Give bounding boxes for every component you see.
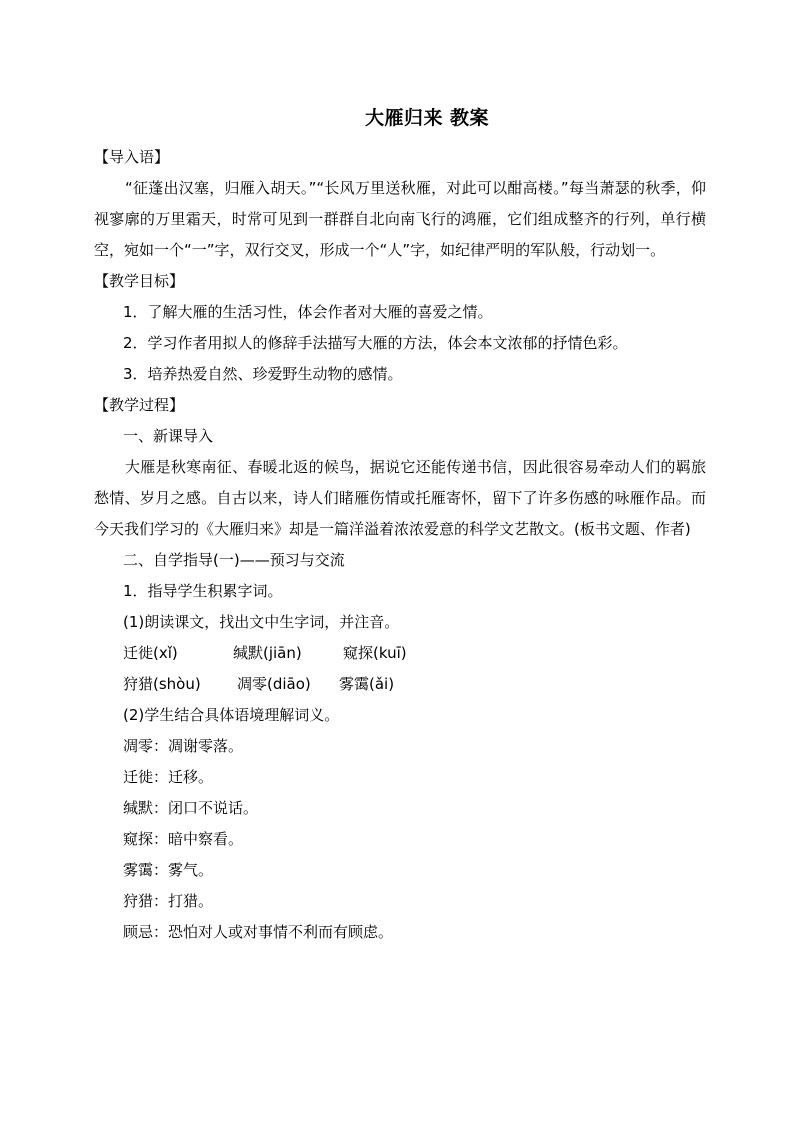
definition-item: 窥探：暗中察看。 <box>123 830 244 848</box>
vocab-item: 窥探(kuī) <box>343 644 407 662</box>
goal-item-2: 2．学习作者用拟人的修辞手法描写大雁的方法，体会本文浓郁的抒情色彩。 <box>123 334 628 352</box>
goal-item-1: 1．了解大雁的生活习性，体会作者对大雁的喜爱之情。 <box>123 303 493 321</box>
vocab-item: 缄默(jiān) <box>233 644 302 662</box>
definition-item: 狩猎：打猎。 <box>123 892 214 910</box>
step1-paragraph: 大雁是秋寒南征、春暖北返的候鸟，据说它还能传递书信，因此很容易牵动人们的羁旅愁情、岁月之感。自古以来，诗人们睹雁伤情或托雁寄怀，留下了许多伤感的咏雁作品。而今天我们学习的《大雁归来》却是一篇洋溢着浓浓爱意的科学文艺散文。(板书文题、作者) <box>94 458 706 538</box>
step2-title: 二、自学指导(一)——预习与交流 <box>123 551 345 569</box>
process-heading: 【教学过程】 <box>94 396 185 414</box>
step2-sub-1: (1)朗读课文，找出文中生字词，并注音。 <box>123 613 400 631</box>
step1-title: 一、新课导入 <box>123 427 214 445</box>
vocab-item: 雾霭(ǎi) <box>339 675 395 693</box>
vocab-row-1 <box>94 638 706 669</box>
goal-item-3: 3．培养热爱自然、珍爱野生动物的感情。 <box>123 365 403 383</box>
definition-item: 顾忌：恐怕对人或对事情不利而有顾虑。 <box>123 923 394 941</box>
definition-item: 雾霭：雾气。 <box>123 861 214 879</box>
step2-item-1: 1．指导学生积累字词。 <box>123 582 283 600</box>
goals-heading: 【教学目标】 <box>94 272 185 290</box>
definition-item: 缄默：闭口不说话。 <box>123 799 259 817</box>
page-title: 大雁归来 教案 <box>364 107 490 129</box>
definition-item: 凋零：凋谢零落。 <box>123 737 244 755</box>
vocab-item: 凋零(diāo) <box>237 675 311 693</box>
vocab-item: 狩猎(shòu) <box>123 675 201 693</box>
document-body <box>94 142 706 948</box>
vocab-item: 迁徙(xǐ) <box>123 644 178 662</box>
vocab-row-2 <box>94 669 706 700</box>
step2-sub-2: (2)学生结合具体语境理解词义。 <box>123 706 340 724</box>
definition-item: 迁徙：迁移。 <box>123 768 214 786</box>
intro-heading: 【导入语】 <box>94 148 170 166</box>
intro-paragraph: “征蓬出汉塞，归雁入胡天。”“长风万里送秋雁，对此可以酣高楼。”每当萧瑟的秋季，仰视寥廓的万里霜天，时常可见到一群群自北向南飞行的鸿雁，它们组成整齐的行列，单行横空，宛如一个“一”字，双行交叉，形成一个“人”字，如纪律严明的军队般，行动划一。 <box>94 179 706 259</box>
